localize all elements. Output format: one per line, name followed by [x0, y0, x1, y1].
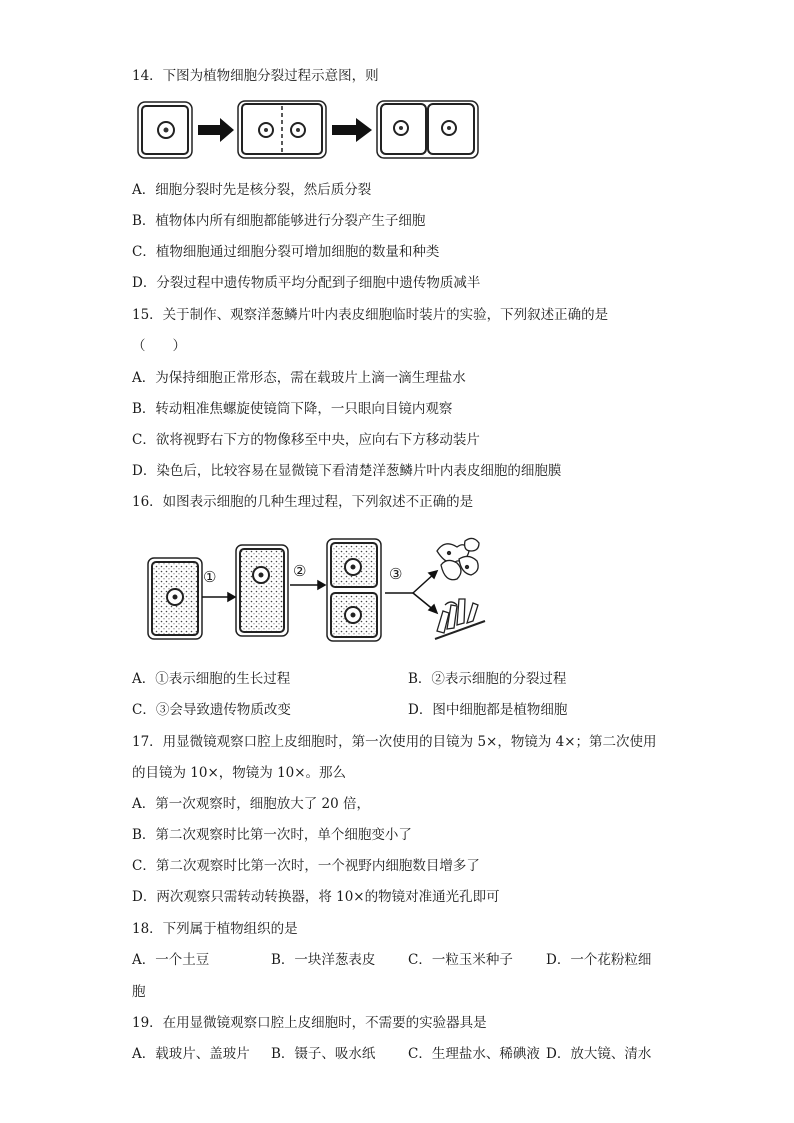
process-label-1: ① — [203, 568, 217, 586]
q16-stem: 16．如图表示细胞的几种生理过程，下列叙述不正确的是 — [132, 494, 474, 510]
q15-option-b: B．转动粗准焦螺旋使镜筒下降，一只眼向目镜内观察 — [132, 401, 453, 417]
process-label-2: ② — [293, 562, 307, 580]
q16-option-d: D．图中细胞都是植物细胞 — [408, 702, 568, 718]
q15-option-c: C．欲将视野右下方的物像移至中央，应向右下方移动装片 — [132, 432, 480, 448]
q18-stem: 18．下列属于植物组织的是 — [132, 921, 298, 937]
q14-stem: 14．下图为植物细胞分裂过程示意图，则 — [132, 68, 379, 84]
q17-option-c: C．第二次观察时比第一次时，一个视野内细胞数目增多了 — [132, 858, 480, 874]
tissue-cluster-lower — [435, 599, 485, 639]
q19-stem: 19．在用显微镜观察口腔上皮细胞时，不需要的实验器具是 — [132, 1015, 487, 1031]
q18-option-c: C．一粒玉米种子 — [408, 952, 513, 968]
q14-option-a: A．细胞分裂时先是核分裂，然后质分裂 — [132, 182, 372, 198]
q17-option-a: A．第一次观察时，细胞放大了 20 倍， — [132, 796, 371, 812]
q14-option-b: B．植物体内所有细胞都能够进行分裂产生子细胞 — [132, 213, 426, 229]
q14-option-d: D．分裂过程中遗传物质平均分配到子细胞中遗传物质减半 — [132, 275, 481, 291]
arrow-icon — [198, 118, 372, 142]
q18-option-a: A．一个土豆 — [132, 952, 210, 968]
q19-option-d: D．放大镜、清水 — [546, 1046, 652, 1062]
cell-large — [240, 549, 284, 632]
q19-option-c: C．生理盐水、稀碘液 — [408, 1046, 540, 1062]
q19-option-b: B．镊子、吸水纸 — [271, 1046, 376, 1062]
q16-option-a: A．①表示细胞的生长过程 — [132, 671, 291, 687]
q16-option-b: B．②表示细胞的分裂过程 — [408, 671, 567, 687]
q18-option-d-wrap: 胞 — [132, 984, 146, 1000]
q18-option-d: D．一个花粉粒细 — [546, 952, 652, 968]
q19-option-a: A．载玻片、盖玻片 — [132, 1046, 250, 1062]
q17-option-d: D．两次观察只需转动转换器，将 10×的物镜对准通光孔即可 — [132, 889, 500, 905]
cell-processes-figure — [145, 535, 495, 645]
process-label-3: ③ — [389, 565, 403, 583]
q15-option-a: A．为保持细胞正常形态，需在载玻片上滴一滴生理盐水 — [132, 370, 466, 386]
q18-option-b: B．一块洋葱表皮 — [271, 952, 376, 968]
q17-stem-line1: 17．用显微镜观察口腔上皮细胞时，第一次使用的目镜为 5×，物镜为 4×；第二次使用 — [132, 734, 657, 750]
q17-option-b: B．第二次观察时比第一次时，单个细胞变小了 — [132, 827, 412, 843]
q17-stem-line2: 的目镜为 10×，物镜为 10×。那么 — [132, 765, 347, 781]
q15-paren: （ ） — [132, 338, 186, 354]
q15-stem: 15．关于制作、观察洋葱鳞片叶内表皮细胞临时装片的实验，下列叙述正确的是 — [132, 307, 609, 323]
q16-option-c: C．③会导致遗传物质改变 — [132, 702, 291, 718]
q14-option-c: C．植物细胞通过细胞分裂可增加细胞的数量和种类 — [132, 244, 440, 260]
q15-option-d: D．染色后，比较容易在显微镜下看清楚洋葱鳞片叶内表皮细胞的细胞膜 — [132, 463, 562, 479]
tissue-cluster-upper — [437, 538, 479, 579]
cell-division-figure — [136, 100, 481, 162]
